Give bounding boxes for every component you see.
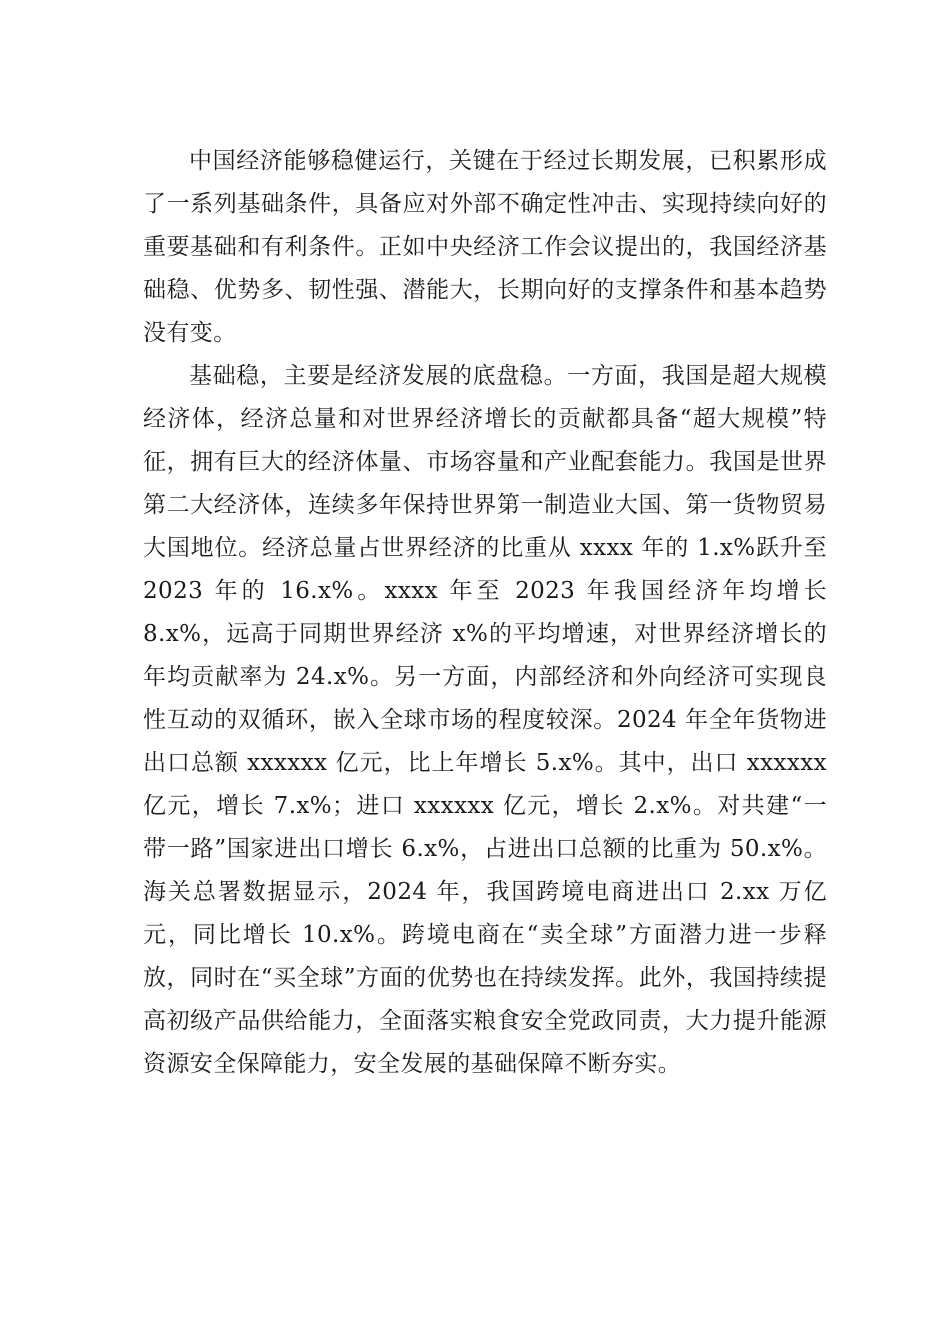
- paragraph-stable-base: 基础稳，主要是经济发展的底盘稳。一方面，我国是超大规模经济体，经济总量和对世界经济增长的贡献都具备“超大规模”特征，拥有巨大的经济体量、市场容量和产业配套能力。我国是世界第二大经济体，连续多年保持世界第一制造业大国、第一货物贸易大国地位。经济总量占世界经济的比重从 xxxx 年的 1.x%跃升至 2023 年的 16.x%。xxxx 年至 2023 年我国经济年均增长 8.x%，远高于同期世界经济 x%的平均增速，对世界经济增长的年均贡献率为 24.x%。另一方面，内部经济和外向经济可实现良性互动的双循环，嵌入全球市场的程度较深。2024 年全年货物进出口总额 xxxxxx 亿元，比上年增长 5.x%。其中，出口 xxxxxx 亿元，增长 7.x%；进口 xxxxxx 亿元，增长 2.x%。对共建“一带一路”国家进出口增长 6.x%，占进出口总额的比重为 50.x%。海关总署数据显示，2024 年，我国跨境电商进出口 2.xx 万亿元，同比增长 10.x%。跨境电商在“卖全球”方面潜力进一步释放，同时在“买全球”方面的优势也在持续发挥。此外，我国持续提高初级产品供给能力，全面落实粮食安全党政同责，大力提升能源资源安全保障能力，安全发展的基础保障不断夯实。: [143, 363, 827, 1077]
- paragraph-economic-foundation: 中国经济能够稳健运行，关键在于经过长期发展，已积累形成了一系列基础条件，具备应对外部不确定性冲击、实现持续向好的重要基础和有利条件。正如中央经济工作会议提出的，我国经济基础稳、优势多、韧性强、潜能大，长期向好的支撑条件和基本趋势没有变。: [143, 148, 827, 346]
- document-body: [143, 140, 827, 1086]
